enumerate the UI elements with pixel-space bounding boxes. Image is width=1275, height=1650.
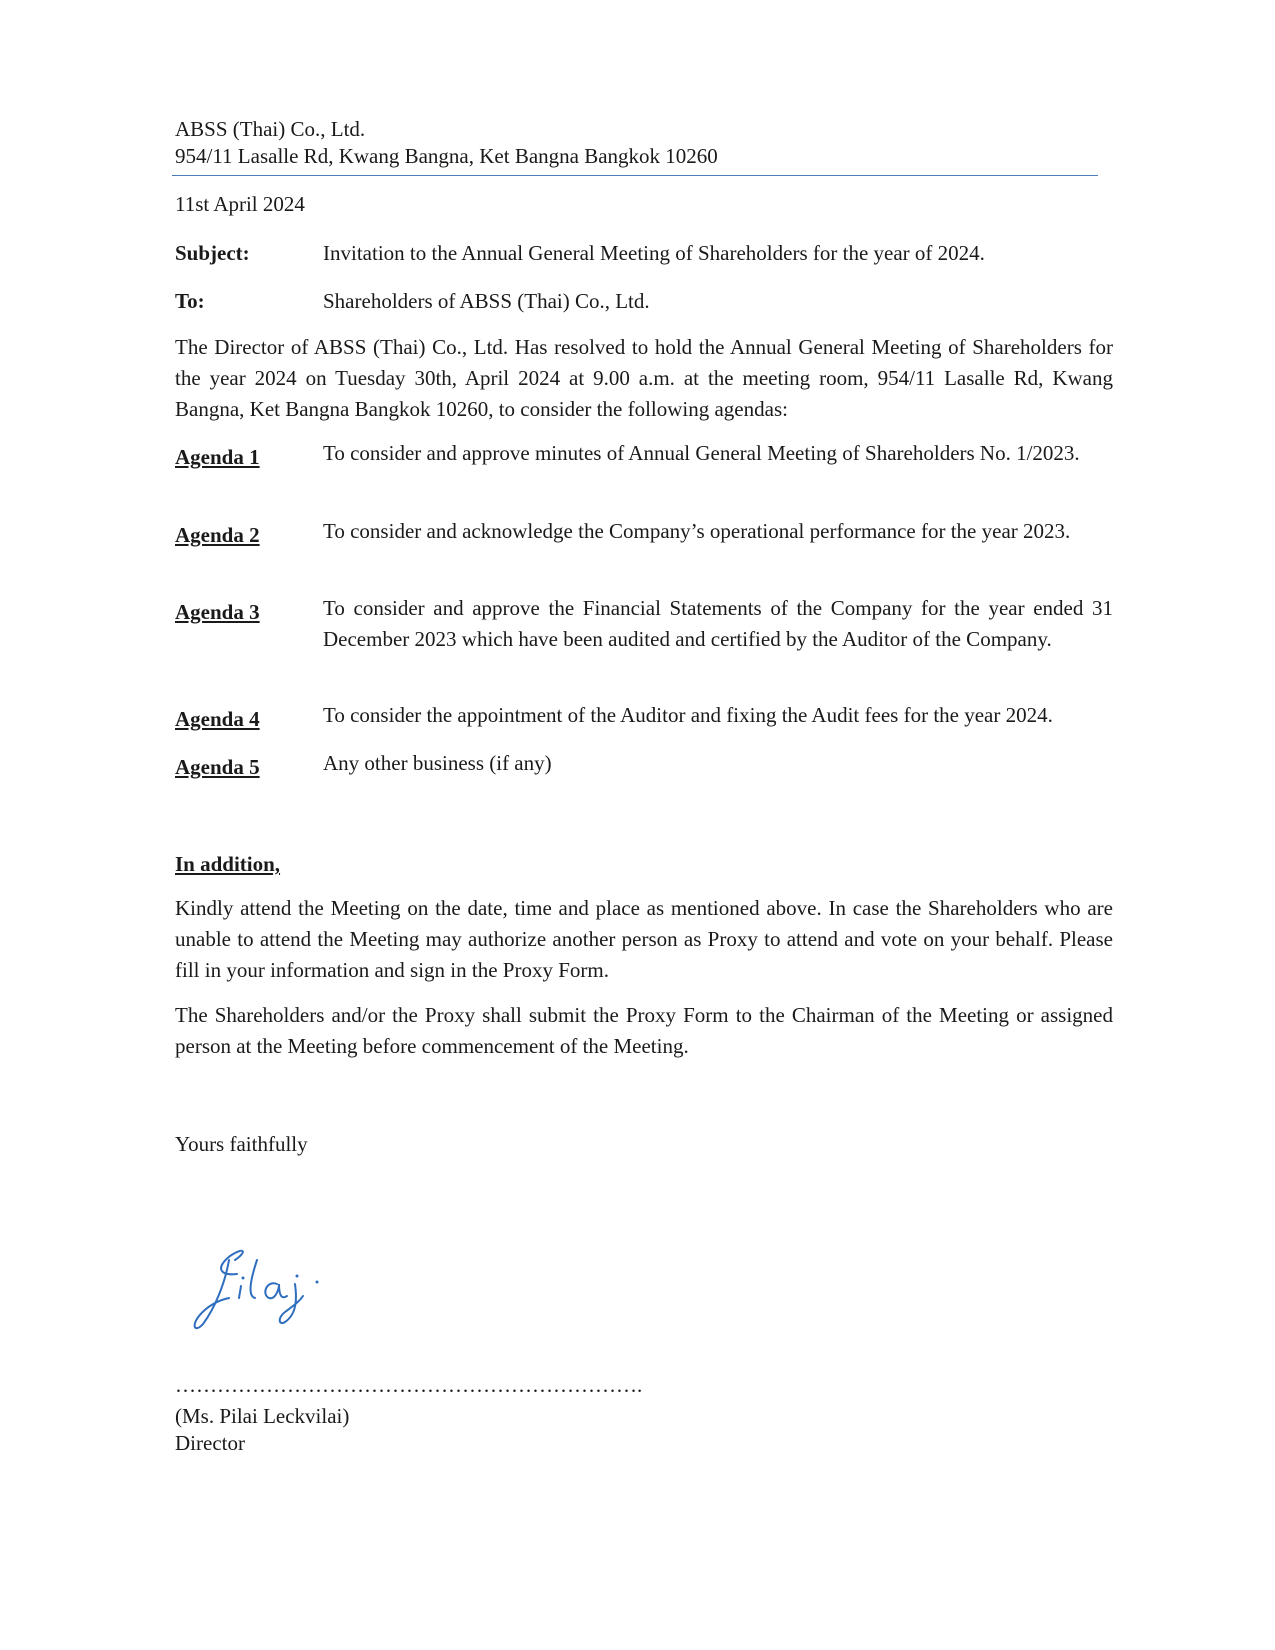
agenda-text-2: To consider and acknowledge the Company’s operational performance for the year 2023. bbox=[323, 519, 1071, 543]
agenda-label-3: Agenda 3 bbox=[175, 600, 260, 624]
signatory-name: (Ms. Pilai Leckvilai) bbox=[175, 1404, 350, 1428]
signatory bbox=[175, 1403, 349, 1457]
company-name: ABSS (Thai) Co., Ltd. bbox=[175, 117, 366, 141]
agenda-label-2: Agenda 2 bbox=[175, 523, 260, 547]
letter-date: 11st April 2024 bbox=[175, 192, 305, 216]
agenda-text-3: To consider and approve the Financial Statements of the Company for the year ended 31 December 2023 which have been audited and certified by the Auditor of the Company. bbox=[323, 596, 1113, 651]
closing-line: Yours faithfully bbox=[175, 1132, 308, 1156]
to-label: To: bbox=[175, 289, 205, 313]
subject-label: Subject: bbox=[175, 241, 250, 265]
addition-paragraph-1: Kindly attend the Meeting on the date, time and place as mentioned above. In case the Shareholders who are unable to attend the Meeting may authorize another person as Proxy to attend and vote on your behalf. Please fill in your information and sign in the Proxy Form. bbox=[175, 896, 1113, 982]
header-rule bbox=[172, 175, 1098, 176]
company-address: 954/11 Lasalle Rd, Kwang Bangna, Ket Bangna Bangkok 10260 bbox=[175, 144, 718, 168]
agenda-label-5: Agenda 5 bbox=[175, 755, 260, 779]
subject-text: Invitation to the Annual General Meeting of Shareholders for the year of 2024. bbox=[323, 241, 985, 265]
intro-paragraph: The Director of ABSS (Thai) Co., Ltd. Has resolved to hold the Annual General Meeting of Shareholders for the year 2024 on Tuesday 30th, April 2024 at 9.00 a.m. at the meeting room, 954/11 Lasalle Rd, Kwang Bangna, Ket Bangna Bangkok 10260, to consider the following agendas: bbox=[175, 335, 1113, 421]
agenda-text-4: To consider the appointment of the Auditor and fixing the Audit fees for the year 2024. bbox=[323, 703, 1053, 727]
signature-line: …………………………………………………………. bbox=[175, 1373, 643, 1397]
signatory-title: Director bbox=[175, 1431, 245, 1455]
agenda-label-1: Agenda 1 bbox=[175, 445, 260, 469]
signature-image bbox=[185, 1238, 360, 1343]
letterhead bbox=[175, 116, 718, 170]
agenda-text-1: To consider and approve minutes of Annual General Meeting of Shareholders No. 1/2023. bbox=[323, 441, 1080, 465]
addition-paragraph-2: The Shareholders and/or the Proxy shall submit the Proxy Form to the Chairman of the Meeting or assigned person at the Meeting before commencement of the Meeting. bbox=[175, 1003, 1113, 1058]
to-text: Shareholders of ABSS (Thai) Co., Ltd. bbox=[323, 289, 650, 313]
agenda-text-5: Any other business (if any) bbox=[323, 751, 552, 775]
addition-heading: In addition, bbox=[175, 852, 281, 876]
agenda-label-4: Agenda 4 bbox=[175, 707, 260, 731]
